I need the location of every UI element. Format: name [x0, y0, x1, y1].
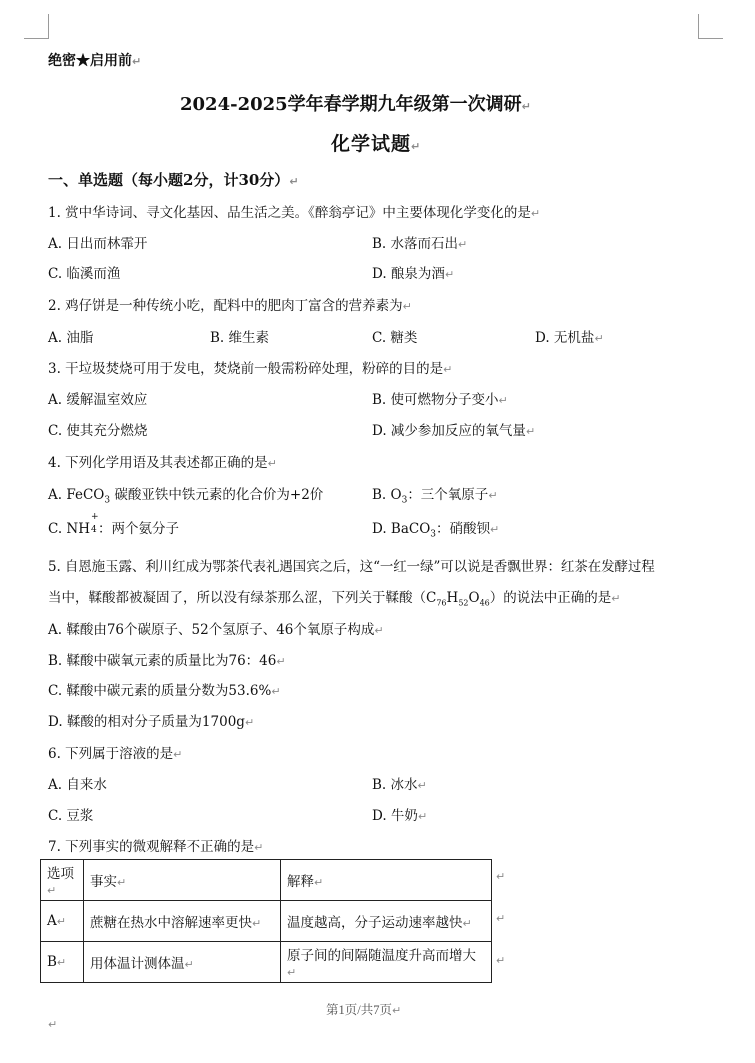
question-5-option-d: D. 鞣酸的相对分子质量为1700g↵ — [48, 714, 255, 730]
page-footer: 第1页/共7页↵ — [326, 1003, 402, 1017]
question-2-option-c: C. 糖类 — [372, 330, 418, 346]
table-cell: 温度越高，分子运动速率越快↵ — [281, 901, 492, 942]
table-header-cell: 选项↵ — [41, 860, 84, 901]
question-2-option-b: B. 维生素 — [210, 330, 270, 346]
question-3-option-d: D. 减少参加反应的氧气量↵ — [372, 423, 536, 439]
question-3-option-c: C. 使其充分燃烧 — [48, 423, 148, 439]
page-title: 2024-2025学年春学期九年级第一次调研↵ — [180, 94, 531, 115]
row-end-mark: ↵ — [496, 870, 506, 883]
row-end-mark: ↵ — [496, 954, 506, 967]
question-4-option-d: D. BaCO$_3$：硝酸钡↵ — [372, 521, 500, 540]
confidential-label: 绝密★启用前↵ — [48, 53, 142, 69]
question-5-option-c: C. 鞣酸中碳元素的质量分数为53.6%↵ — [48, 683, 281, 699]
question-4-stem: 4. 下列化学用语及其表述都正确的是↵ — [48, 455, 277, 471]
section-heading: 一、单选题（每小题2分，计30分）↵ — [48, 171, 299, 189]
question-6-option-a: A. 自来水 — [48, 777, 107, 793]
question-5-option-b: B. 鞣酸中碳氧元素的质量比为76：46↵ — [48, 653, 286, 669]
table-header-cell: 事实↵ — [84, 860, 281, 901]
table-cell: 蔗糖在热水中溶解速率更快↵ — [84, 901, 281, 942]
question-6-option-d: D. 牛奶↵ — [372, 808, 428, 824]
row-end-mark: ↵ — [496, 912, 506, 925]
end-paragraph-mark: ↵ — [48, 1018, 58, 1031]
table-cell: 原子间的间隔随温度升高而增大↵ — [281, 942, 492, 983]
question-2-option-d: D. 无机盐↵ — [535, 330, 604, 346]
question-5-stem-line2: 当中，鞣酸都被凝固了，所以没有绿茶那么涩，下列关于鞣酸$(C_{76}H_{52}O_{46})$的说法中正确的是↵ — [48, 590, 621, 608]
table-header-cell: 解释↵ — [281, 860, 492, 901]
page-subtitle: 化学试题↵ — [331, 133, 422, 155]
crop-mark-top-right — [698, 14, 723, 39]
question-1-option-c: C. 临溪而渔 — [48, 266, 121, 282]
question-6-stem: 6. 下列属于溶液的是↵ — [48, 746, 183, 762]
question-1-option-d: D. 酿泉为酒↵ — [372, 266, 455, 282]
question-7-table — [40, 859, 492, 983]
table-cell: B↵ — [41, 942, 84, 983]
question-3-option-b: B. 使可燃物分子变小↵ — [372, 392, 508, 408]
question-2-stem: 2. 鸡仔饼是一种传统小吃，配料中的肥肉丁富含的营养素为↵ — [48, 298, 412, 314]
question-1-option-b: B. 水落而石出↵ — [372, 236, 468, 252]
crop-mark-top-left — [24, 14, 49, 39]
table-cell: A↵ — [41, 901, 84, 942]
question-2-option-a: A. 油脂 — [48, 330, 94, 346]
question-5-option-a: A. 鞣酸由76个碳原子、52个氢原子、46个氧原子构成↵ — [48, 622, 384, 638]
table-row — [41, 901, 492, 942]
table-header-row — [41, 860, 492, 901]
question-3-option-a: A. 缓解温室效应 — [48, 392, 148, 408]
question-4-option-c: C. NH + 4 ：两个氨分子 — [48, 512, 180, 537]
question-6-option-c: C. 豆浆 — [48, 808, 94, 824]
table-row — [41, 942, 492, 983]
question-4-option-b: B. $O_3$：三个氧原子↵ — [372, 487, 498, 506]
question-6-option-b: B. 冰水↵ — [372, 777, 427, 793]
question-4-option-a: A. FeCO$_3$ 碳酸亚铁中铁元素的化合价为+2价 — [48, 487, 324, 506]
question-1-option-a: A. 日出而林霏开 — [48, 236, 148, 252]
question-1-stem: 1. 赏中华诗词、寻文化基因、品生活之美。《醉翁亭记》中主要体现化学变化的是↵ — [48, 205, 541, 221]
question-7-stem: 7. 下列事实的微观解释不正确的是↵ — [48, 839, 264, 855]
table-cell: 用体温计测体温↵ — [84, 942, 281, 983]
question-5-stem-line1: 5. 自恩施玉露、利川红成为鄂茶代表礼遇国宾之后，这“一红一绿”可以说是香飘世界：红茶在发酵过程 — [48, 559, 655, 575]
question-3-stem: 3. 干垃圾焚烧可用于发电，焚烧前一般需粉碎处理，粉碎的目的是↵ — [48, 361, 453, 377]
